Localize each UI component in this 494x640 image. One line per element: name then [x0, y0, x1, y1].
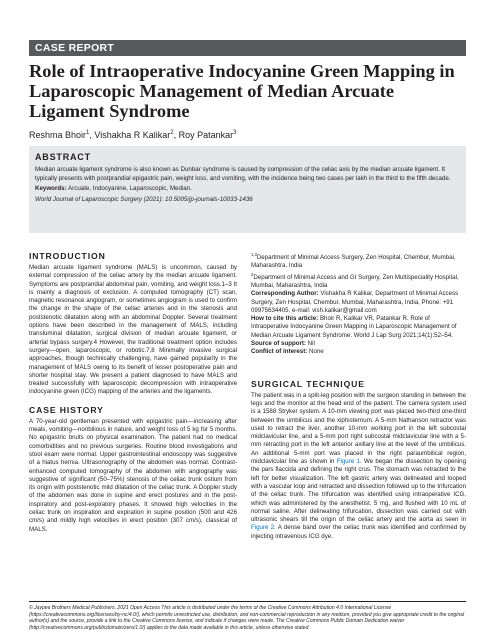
- corresponding-text: Vishakha R Kalikar, Department of Minimal Access Surgery, Zen Hospital, Chembur, Mumbai, Maharashtra, India, Phone: +91 09975634405, e-mail: vish.kalikar@gmail.com: [251, 290, 459, 314]
- abstract-heading: ABSTRACT: [35, 152, 91, 162]
- journal-citation: World Journal of Laparoscopic Surgery (2021): 10.5005/jp-journals-10033-1436: [35, 195, 253, 203]
- conflict-value: None: [309, 348, 324, 356]
- surgical-text-part: . We began the dissection by opening the pars flaccida and defining the right crus. The stomach was retracted to the left for better visualization. The left gastric artery was delineated and looped with a vascular loop and retracted and dissection followed up to the trifurcation of the celiac trunk. The trifurcation was identified using intraoperative ICG, which was administered by the anesthetist. 5 mg, and flushed with 10 mL of normal saline. After delineating trifurcation, dissection was carried out with ultrasonic shears till the origin of the celiac artery and the aorta as seen in: [251, 458, 467, 524]
- introduction-heading: INTRODUCTION: [29, 251, 106, 261]
- affiliation: [251, 271, 466, 291]
- left-column: [29, 251, 237, 534]
- article-type-banner: CASE REPORT: [29, 40, 466, 56]
- author-name: Reshma Bhoir: [29, 130, 87, 140]
- keywords-value: Arcuate, Indocyanine, Laparoscopic, Median.: [68, 185, 192, 193]
- case-history-text: A 70-year-old gentleman presented with epigastric pain—increasing after meals, vomiting—nonbilious in nature, and weight loss of 5 kg for 5 months. No epigastric bruits on physical examination. The patient had no medical comorbidities and no previous surgeries. Routine blood investigations and stool exam were normal. Upper gastrointestinal endoscopy was suggestive of a hiatus hernia. Ultrasonography of the abdomen was normal. Contrast-enhanced computed tomography of the abdomen with angiography was suggestive of significant (50–75%) stenosis of the celiac trunk ostium from its origin with poststenotic mild dilatation of the celiac trunk. A Doppler study of the abdomen was done in supine and erect postures and in the post-inspiratory and post-expiratory phases. It showed high velocities in the celiac trunk on inspiration and expiration in supine position (500 and 426 cm/s) and mildly high velocities in erect position (307 cm/s), classical of MALS.: [29, 417, 237, 533]
- conflict-of-interest: [251, 348, 466, 356]
- surgical-technique-text: [251, 392, 466, 541]
- article-title: Role of Intraoperative Indocyanine Green Mapping in Laparoscopic Management of Median Arcuate Ligament Syndrome: [29, 61, 455, 121]
- affiliation-mark: 2: [251, 271, 254, 277]
- author-name: Roy Patankar: [178, 130, 234, 140]
- surgical-text-part: . A dense band over the celiac trunk was identified and confirmed by injecting intravenous ICG dye.: [251, 524, 467, 540]
- license-footer: © Jaypee Brothers Medical Publishers. 2021 Open Access This article is distributed under the terms of the Creative Commons Attribution 4.0 International License (https://creativecommons.org/licenses/by-nc/4.0/), which permits unrestricted use, distribution, and non-commercial reproduction in any medium, provided you give appropriate credit to the original author(s) and the source, provide a link to the Creative Commons license, and indicate if changes were made. The Creative Commons Public Domain Dedication waiver (http://creativecommons.org/publicdomain/zero/1.0/) applies to the data made available in this article, unless otherwise stated.: [29, 601, 466, 631]
- surgical-technique-heading: SURGICAL TECHNIQUE: [251, 378, 365, 389]
- affiliation-mark: 1,3: [251, 252, 257, 257]
- author-name: Vishakha R Kalikar: [94, 130, 171, 140]
- introduction-text: Median arcuate ligament syndrome (MALS) is uncommon, caused by external compression of the celiac artery by the median arcuate ligament. Symptoms are postprandial abdominal pain, vomiting, and weight loss.1–3 It is mainly a diagnosis of exclusion. A computed tomography (CT) scan, magnetic resonance angiogram, or sometimes angiogram is used to confirm the change in the shape of the celiac arteries and in the stenosis and poststenotic dilatation along with an abdominal Doppler. Several treatment options have been described in the management of MALS, including transluminal dilatation, surgical division of median arcuate ligament, or arterial bypass surgery.4 However, the traditional treatment option includes surgery—open, laparoscopic, or robotic.7,8 Minimally invasive surgical approaches, though technically challenging, have gained popularity in the management of MALS owing to its benefit of lesser postoperative pain and shorter hospital stay. We present a patient diagnosed to have MALS and treated successfully with laparoscopic decompression with intraoperative indocyanine green (ICG) mapping of the arteries and the ligaments.: [29, 264, 237, 396]
- abstract-keywords: [35, 185, 460, 194]
- affiliation-text: Department of Minimal Access and GI Surgery, Zen Multispeciality Hospital, Mumbai, Maharashtra, India: [251, 273, 459, 289]
- author-list: Reshma Bhoir$^1$, Vishakha R Kalikar$^2$, Roy Patankar$^3$: [29, 130, 237, 140]
- how-to-cite-label: How to cite this article:: [251, 315, 319, 323]
- author-affiliation-mark: 1: [86, 130, 90, 136]
- figure-2-link[interactable]: Figure 2: [251, 524, 275, 532]
- affiliation: [251, 251, 466, 271]
- case-history-heading: CASE HISTORY: [29, 404, 104, 415]
- author-affiliation-mark: 2: [170, 130, 174, 136]
- surgical-text-part: The patient was in a split-leg position with the surgeon standing in between the legs and the monitor at the head end of the patient. The camera system used is a 1588 Stryker system. A 10-mm viewing port was placed two-third one-third between the umbilicus and the xiphisternum. A 5-mm Nathanson retractor was used to retract the liver, another 10-mm working port in the left subcostal midclavicular line, and a 5-mm port right subcostal midclavicular line with a 5-mm retracting port in the left anterior axillary line at the level of the umbilicus. An additional 5-mm port was placed in the right paraumbilical region, midclavicular line as shown in: [251, 391, 466, 466]
- author-affiliation-mark: 3: [233, 130, 237, 136]
- affiliation-text: Department of Minimal Access Surgery, Zen Hospital, Chembur, Mumbai, Maharashtra, India: [251, 254, 456, 270]
- conflict-label: Conflict of interest:: [251, 348, 308, 356]
- source-of-support: [251, 340, 466, 348]
- support-value: Nil: [307, 340, 315, 348]
- corresponding-author: [251, 290, 466, 315]
- abstract-box: [29, 146, 466, 233]
- how-to-cite: [251, 315, 466, 340]
- how-to-cite-text: Bhoir R, Kalikar VR, Patankar R. Role of Intraoperative Indocyanine Green Mapping in Laparoscopic Management of Median Arcuate Ligament Syndrome. World J Lap Surg 2021;14(1):52–54.: [251, 315, 457, 339]
- figure-1-link[interactable]: Figure 1: [336, 458, 360, 466]
- right-column: [251, 251, 466, 541]
- support-label: Source of support:: [251, 340, 306, 348]
- keywords-label: Keywords:: [35, 185, 67, 193]
- corresponding-label: Corresponding Author:: [251, 290, 319, 298]
- abstract-text: Median arcuate ligament syndrome is also known as Dunbar syndrome is caused by compression of the celiac axis by the median arcuate ligament. It typically presents with postprandial epigastric pain, weight loss, and vomiting, with the incidence being two cases per lakh in the third to the fifth decade.: [35, 166, 451, 182]
